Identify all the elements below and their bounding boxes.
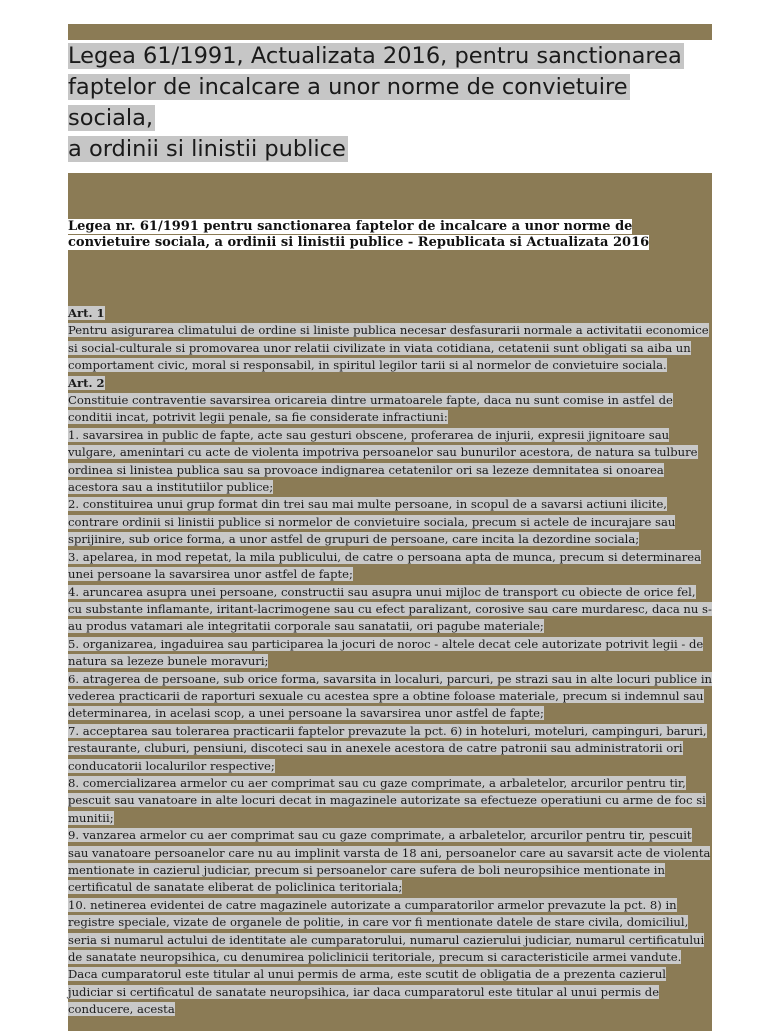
art2-item-10: 10. netinerea evidentei de catre magazinele autorizate a cumparatorilor armelor prevazute la pct. 8) in registre speciale, vizate de organele de politie, in care vor fi mentionate datele de stare civila, domiciliul, seria si numarul actului de identitate ale cumparatorului, numarul cazierului judiciar, numarul certificatului de sanatate neuropsihica, cu denumirea policlinicii teritoriale, precum si caracteristicile armei vandute. bbox=[68, 897, 705, 965]
page-title-text-3: a ordinii si linistii publice bbox=[68, 136, 346, 162]
title-block bbox=[68, 40, 712, 165]
art2-heading: Art. 2 bbox=[68, 375, 105, 390]
art2-item-7: 7. acceptarea sau tolerarea practicarii faptelor prevazute la pct. 6) in hoteluri, moteluri, campinguri, baruri, restaurante, cluburi, pensiuni, discoteci sau in anexele acestora de catre patronii sau administratorii ori conducatorii localurilor respective; bbox=[68, 723, 707, 773]
art1-heading: Art. 1 bbox=[68, 306, 105, 320]
art2-item-6: 6. atragerea de persoane, sub orice forma, savarsita in localuri, parcuri, pe strazi sau in alte locuri publice in vederea practicarii de raporturi sexuale cu acestea spre a obtine foloase materiale, precum si indemnul sau determinarea, in acelasi scop, a unei persoane la savarsirea unor astfel de fapte; bbox=[68, 671, 713, 721]
art2-item-4: 4. aruncarea asupra unei persoane, constructii sau asupra unui mijloc de transport cu obiecte de orice fel, cu substante inflamante, iritant-lacrimogene sau cu efect paralizant, corosive sau care murdaresc, daca nu s-au produs vatamari ale integritatii corporale sau sanatatii, ori pagube materiale; bbox=[68, 584, 712, 634]
page-title-line-1 bbox=[68, 41, 712, 72]
page-title-line-3 bbox=[68, 134, 712, 165]
subtitle-band bbox=[68, 173, 712, 303]
subtitle bbox=[68, 219, 708, 251]
top-decor-bar bbox=[68, 24, 712, 40]
page-title-text-1: Legea 61/1991, Actualizata 2016, pentru sanctionarea bbox=[68, 43, 682, 69]
law-body bbox=[68, 303, 712, 1019]
art2-item-2: 2. constituirea unui grup format din trei sau mai multe persoane, in scopul de a savarsi actiuni ilicite, contrare ordinii si linistii publice si normelor de convietuire sociala, precum si actele de incurajare sau sprijinire, sub orice forma, a unor astfel de grupuri de persoane, care incita la dezordine sociala; bbox=[68, 497, 676, 547]
art2-item-8: 8. comercializarea armelor cu aer comprimat sau cu gaze comprimate, a arbaletelor, arcurilor pentru tir, pescuit sau vanatoare in alte locuri decat in magazinele autorizate sa efectueze operatiuni cu arme de foc si munitii; bbox=[68, 775, 706, 825]
art2-item-3: 3. apelarea, in mod repetat, la mila publicului, de catre o persoana apta de munca, precum si determinarea unei persoane la savarsirea unor astfel de fapte; bbox=[68, 549, 702, 582]
art2-item-9: 9. vanzarea armelor cu aer comprimat sau cu gaze comprimate, a arbaletelor, arcurilor pentru tir, pescuit sau vanatoare persoanelor care nu au implinit varsta de 18 ani, persoanelor care au savarsit acte de violenta mentionate in cazierul judiciar, precum si persoanelor care sufera de boli neuropsihice mentionate in certificatul de sanatate eliberat de policlinica teritoriala; bbox=[68, 828, 711, 895]
subtitle-text: Legea nr. 61/1991 pentru sanctionarea faptelor de incalcare a unor norme de convietuire sociala, a ordinii si linistii publice - Republicata si Actualizata 2016 bbox=[68, 219, 650, 250]
art2-item-10-note: Daca cumparatorul este titular al unui permis de arma, este scutit de obligatia de a prezenta cazierul judiciar si certificatul de sanatate neuropsihica, iar daca cumparatorul este titular al unui permis de conducere, acesta bbox=[68, 967, 667, 1017]
art1-text: Pentru asigurarea climatului de ordine si liniste publica necesar desfasurarii normale a activitatii economice si social-culturale si promovarea unor relatii civilizate in viata cotidiana, cetatenii sunt obligati sa aiba un comportament civic, moral si responsabil, in spiritul legilor tarii si al normelor de convietuire sociala. bbox=[68, 323, 709, 373]
bottom-decor-bar bbox=[68, 1019, 712, 1031]
art2-intro: Constituie contraventie savarsirea oricareia dintre urmatoarele fapte, daca nu sunt comise in astfel de conditii incat, potrivit legii penale, sa fie considerate infractiuni: bbox=[68, 393, 673, 425]
document-page bbox=[68, 24, 712, 1031]
art2-item-5: 5. organizarea, ingaduirea sau participarea la jocuri de noroc - altele decat cele autorizate potrivit legii - de natura sa lezeze bunele moravuri; bbox=[68, 636, 704, 669]
page-title-line-2 bbox=[68, 72, 712, 134]
page-title-text-2: faptelor de incalcare a unor norme de convietuire sociala, bbox=[68, 74, 628, 131]
art2-item-1: 1. savarsirea in public de fapte, acte sau gesturi obscene, proferarea de injurii, expresii jignitoare sau vulgare, amenintari cu acte de violenta impotriva persoanelor sau bunurilor acestora, de natura sa tulbure ordinea si linistea publica sau sa provoace indignarea cetatenilor ori sa lezeze demnitatea si onoarea acestora sau a institutiilor publice; bbox=[68, 427, 698, 495]
